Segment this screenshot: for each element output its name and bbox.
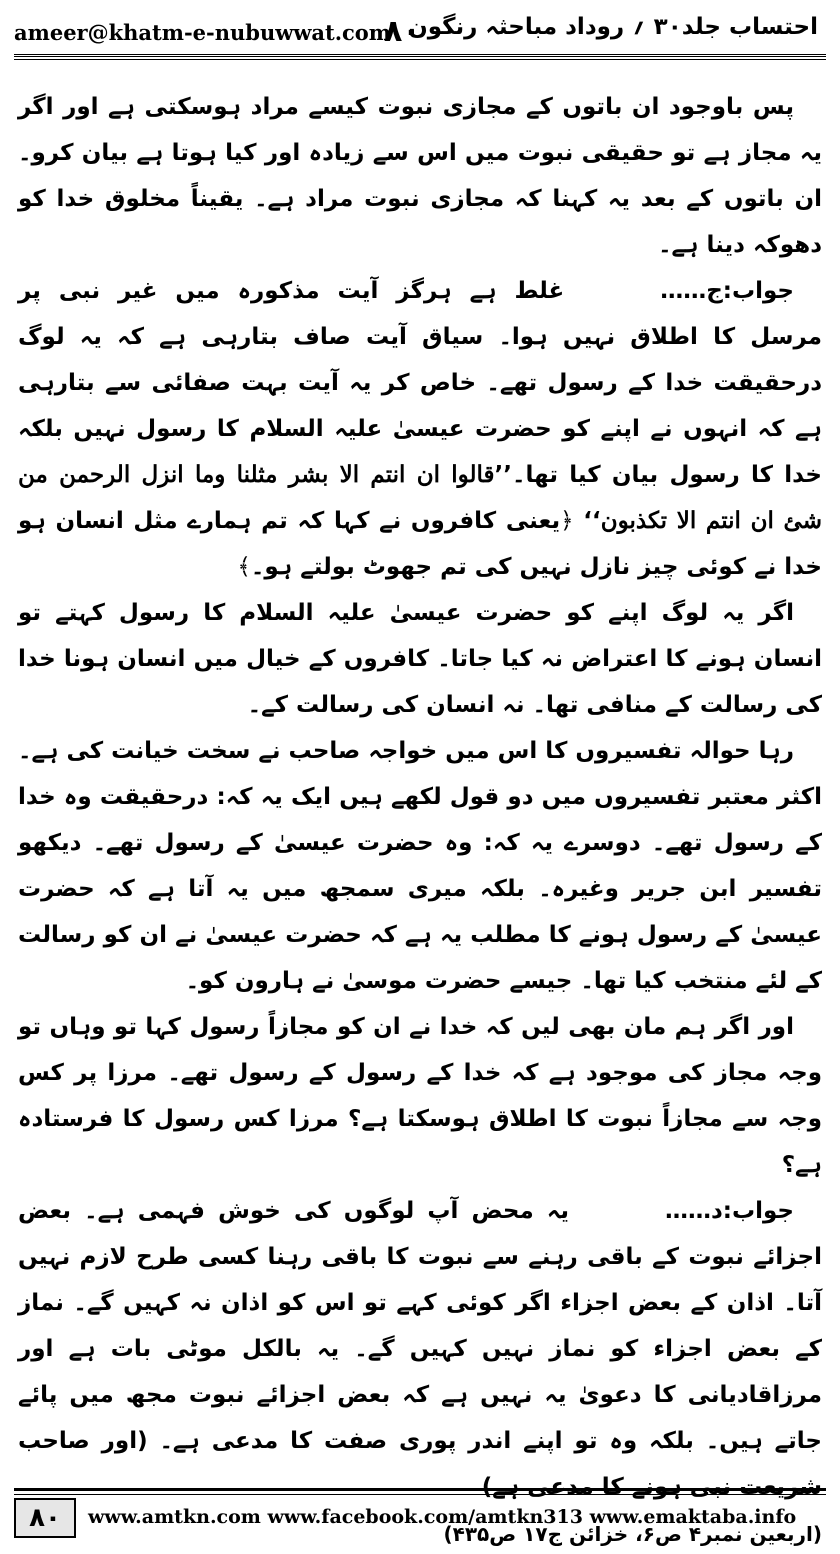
header-divider — [14, 54, 826, 60]
paragraph-3: رہا حوالہ تفسیروں کا اس میں خواجہ صاحب نے سخت خیانت کی ہے۔ اکثر معتبر تفسیروں میں دو قول لکھے ہیں ایک یہ کہ: درحقیقت وہ خدا کے رسول تھے۔ دوسرے یہ کہ: وہ حضرت عیسیٰ کے رسول تھے۔ دیکھو تفسیر ابن جریر وغیرہ۔ بلکہ میری سمجھ میں یہ آتا ہے کہ حضرت عیسیٰ کے رسول ہونے کا مطلب یہ ہے کہ حضرت عیسیٰ نے ان کو رسالت کے لئے منتخب کیا تھا۔ جیسے حضرت موسیٰ نے ہارون کو۔ — [18, 738, 822, 994]
answer-d-text: یہ محض آپ لوگوں کی خوش فہمی ہے۔ بعض اجزائے نبوت کے باقی رہنے سے نبوت کا باقی رہنا کسی طرح لازم نہیں آتا۔ اذان کے بعض اجزاء اگر کوئی کہے تو اس کو اذان نہ کہیں گے۔ نماز کے بعض اجزاء کو نماز نہیں کہیں گے۔ یہ بالکل موٹی بات ہے اور مرزاقادیانی کا دعویٰ یہ نہیں ہے کہ بعض اجزائے نبوت مجھ میں پائے جاتے ہیں۔ بلکہ وہ تو اپنے اندر پوری صفت کا مدعی ہے۔ (اور صاحب شریعت نبی ہونے کا مدعی ہے) — [18, 1198, 822, 1500]
header-page-number: ۸۰ — [384, 14, 421, 49]
answer-j-text: غلط ہے ہرگز آیت مذکورہ میں غیر نبی پر مرسل کا اطلاق نہیں ہوا۔ سیاق آیت صاف بتارہی ہے کہ یہ لوگ درحقیقت خدا کے رسول تھے۔ خاص کر یہ آیت بہت صفائی سے بتارہی ہے کہ انہوں نے اپنے کو حضرت عیسیٰ علیہ السلام کا رسول نہیں بلکہ خدا کا رسول بیان کیا تھا۔ — [18, 278, 822, 488]
answer-j — [18, 268, 822, 590]
quote-open: ’’ — [494, 462, 513, 488]
verse-translation: یعنی کافروں نے کہا کہ تم ہمارے مثل انسان ہو خدا نے کوئی چیز نازل نہیں کی تم جھوٹ بولتے ہو۔ — [18, 508, 822, 580]
paragraph-4: اور اگر ہم مان بھی لیں کہ خدا نے ان کو مجازاً رسول کہا تو وہاں تو وجہ مجاز کی موجود ہے کہ خدا کے رسول کے رسول تھے۔ مرزا پر کس وجہ سے مجازاً نبوت کا اطلاق ہوسکتا ہے؟ مرزا کس رسول کا فرستادہ ہے؟ — [18, 1014, 822, 1178]
answer-d-label: جواب:د…… — [665, 1198, 794, 1224]
header-email[interactable]: ameer@khatm-e-nubuwwat.com — [14, 20, 392, 45]
answer-d — [18, 1188, 822, 1510]
page-body — [18, 84, 822, 1554]
page-footer — [0, 1488, 840, 1540]
footer-page-box: ۸۰ — [14, 1498, 76, 1538]
footer-links[interactable]: www.amtkn.com www.facebook.com/amtkn313 www.emaktaba.info — [88, 1506, 797, 1528]
paragraph-1: پس باوجود ان باتوں کے مجازی نبوت کیسے مراد ہوسکتی ہے اور اگر یہ مجاز ہے تو حقیقی نبوت میں اس سے زیادہ اور کیا ہوتا ہے بیان کرو۔ ان باتوں کے بعد یہ کہنا کہ مجازی نبوت مراد ہے۔ یقیناً مخلوق خدا کو دھوکہ دینا ہے۔ — [18, 94, 822, 258]
ornament-open: ﴿ — [560, 508, 574, 534]
page-header — [0, 0, 840, 58]
header-title: احتساب جلد۳۰ ؍ روداد مباحثہ رنگون — [408, 14, 818, 40]
quote-close: ‘‘ — [583, 508, 601, 534]
arabic-verse: قالوا ان انتم الا بشر مثلنا وما انزل الرحمن من شئ ان انتم الا تکذبون — [18, 461, 822, 534]
ornament-close: ﴾ — [237, 554, 251, 580]
footer-divider — [14, 1488, 826, 1495]
answer-j-label: جواب:ج…… — [660, 278, 794, 304]
reference-citation: (اربعین نمبر۴ ص۶، خزائن ج۱۷ ص۴۳۵) — [443, 1522, 822, 1546]
paragraph-2: اگر یہ لوگ اپنے کو حضرت عیسیٰ علیہ السلام کا رسول کہتے تو انسان ہونے کا اعتراض نہ کیا جاتا۔ کافروں کے خیال میں انسان ہونا خدا کی رسالت کے منافی تھا۔ نہ انسان کی رسالت کے۔ — [18, 600, 822, 718]
